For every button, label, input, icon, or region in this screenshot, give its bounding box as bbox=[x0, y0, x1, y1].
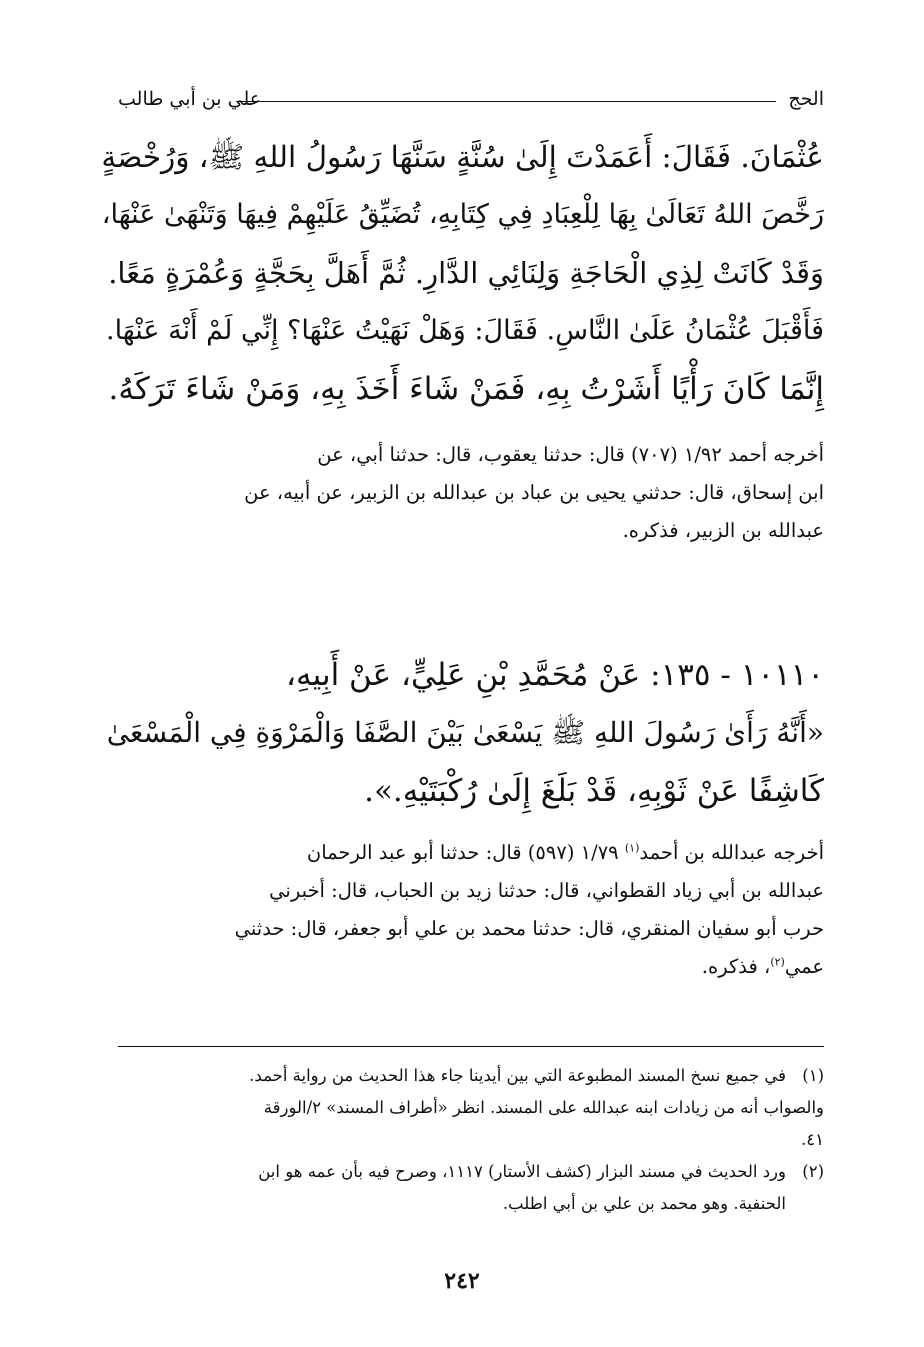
note-text: ١/٧٩ (٥٩٧) قال: حدثنا أبو عبد الرحمان bbox=[306, 841, 625, 864]
note-line: عبدالله بن الزبير، فذكره. bbox=[622, 519, 824, 542]
note-text: ، فذكره. bbox=[701, 955, 771, 978]
note-text: عمي bbox=[784, 955, 824, 978]
note-line: حرب أبو سفيان المنقري، قال: حدثنا محمد بن علي أبو جعفر، قال: حدثني bbox=[234, 917, 824, 940]
hadith-line: «أَنَّهُ رَأَىٰ رَسُولَ اللهِ ﷺ يَسْعَىٰ بَيْنَ الصَّفَا وَالْمَرْوَةِ فِي الْمَسْعَىٰ bbox=[106, 716, 824, 749]
footnote-marker: (٢) bbox=[770, 955, 785, 969]
footnote-line: والصواب أنه من زيادات ابنه عبدالله على المسند. انظر «أطراف المسند» ٢/الورقة bbox=[263, 1098, 824, 1117]
note-line: عبدالله بن أبي زياد القطواني، قال: حدثنا زيد بن الحباب، قال: أخبرني bbox=[269, 879, 824, 902]
footnote-text: في جميع نسخ المسند المطبوعة التي بين أيدينا جاء هذا الحديث من رواية أحمد. bbox=[249, 1066, 786, 1085]
running-head-chapter: الحج bbox=[788, 88, 824, 110]
footnote-marker: (١) bbox=[624, 841, 640, 855]
footnote-line: ٤١. bbox=[801, 1130, 824, 1149]
footnote-text: الحنفية. وهو محمد بن علي بن أبي اطلب. bbox=[502, 1194, 786, 1213]
footnote-text: ورد الحديث في مسند البزار (كشف الأستار) ١١١٧، وصرح فيه بأن عمه هو ابن bbox=[258, 1162, 786, 1181]
hadith-line: كَاشِفًا عَنْ ثَوْبِهِ، قَدْ بَلَغَ إِلَىٰ رُكْبَتَيْهِ.». bbox=[364, 773, 824, 809]
footnote-line bbox=[100, 1060, 824, 1092]
note-line: ابن إسحاق، قال: حدثني يحيى بن عباد بن عبدالله بن الزبير، عن أبيه، عن bbox=[244, 481, 824, 504]
running-head bbox=[118, 88, 824, 118]
footnote-line bbox=[100, 1188, 824, 1220]
takhrij-note-b bbox=[100, 834, 824, 986]
footnote-number: (٢) bbox=[802, 1162, 824, 1181]
hadith-text-continued bbox=[100, 128, 824, 418]
hadith-line: إِنَّمَا كَانَ رَأْيًا أَشَرْتُ بِهِ، فَمَنْ شَاءَ أَخَذَ بِهِ، وَمَنْ شَاءَ تَرَكَهُ. bbox=[108, 371, 824, 407]
hadith-line: فَأَقْبَلَ عُثْمَانُ عَلَىٰ النَّاسِ. فَقَالَ: وَهَلْ نَهَيْتُ عَنْهَا؟ إِنِّي لَمْ أَنْهَ عَنْهَا. bbox=[106, 315, 824, 346]
page-number: ٢٤٢ bbox=[444, 1268, 480, 1294]
takhrij-note-a bbox=[100, 436, 824, 550]
hadith-line: عُثْمَانَ. فَقَالَ: أَعَمَدْتَ إِلَىٰ سُنَّةٍ سَنَّهَا رَسُولُ اللهِ ﷺ، وَرُخْصَةٍ bbox=[101, 140, 824, 174]
footnote-separator bbox=[118, 1046, 824, 1047]
hadith-entry-b bbox=[100, 646, 824, 820]
footnote-number: (١) bbox=[802, 1066, 824, 1085]
running-head-rule bbox=[236, 101, 776, 102]
note-text: أخرجه عبدالله بن أحمد bbox=[639, 841, 824, 864]
footnotes bbox=[100, 1060, 824, 1220]
note-line bbox=[100, 834, 824, 872]
running-head-author: علي بن أبي طالب bbox=[118, 88, 262, 110]
note-line: أخرجه أحمد ١/٩٢ (٧٠٧) قال: حدثنا يعقوب، قال: حدثنا أبي، عن bbox=[317, 443, 824, 466]
hadith-line: وَقَدْ كَانَتْ لِذِي الْحَاجَةِ وَلِنَائِي الدَّارِ. ثُمَّ أَهَلَّ بِحَجَّةٍ وَعُمْرَةٍ مَعًا. bbox=[108, 256, 824, 290]
hadith-line: رَخَّصَ اللهُ تَعَالَىٰ بِهَا لِلْعِبَادِ فِي كِتَابِهِ، تُضَيِّقُ عَلَيْهِمْ فِيهَا وَتَنْهَىٰ عَنْهَا، bbox=[101, 199, 824, 230]
hadith-heading: ١٠١١٠ - ١٣٥: عَنْ مُحَمَّدِ بْنِ عَلِيٍّ، عَنْ أَبِيهِ، bbox=[285, 657, 824, 693]
footnote-line bbox=[100, 1156, 824, 1188]
note-line bbox=[100, 948, 824, 986]
